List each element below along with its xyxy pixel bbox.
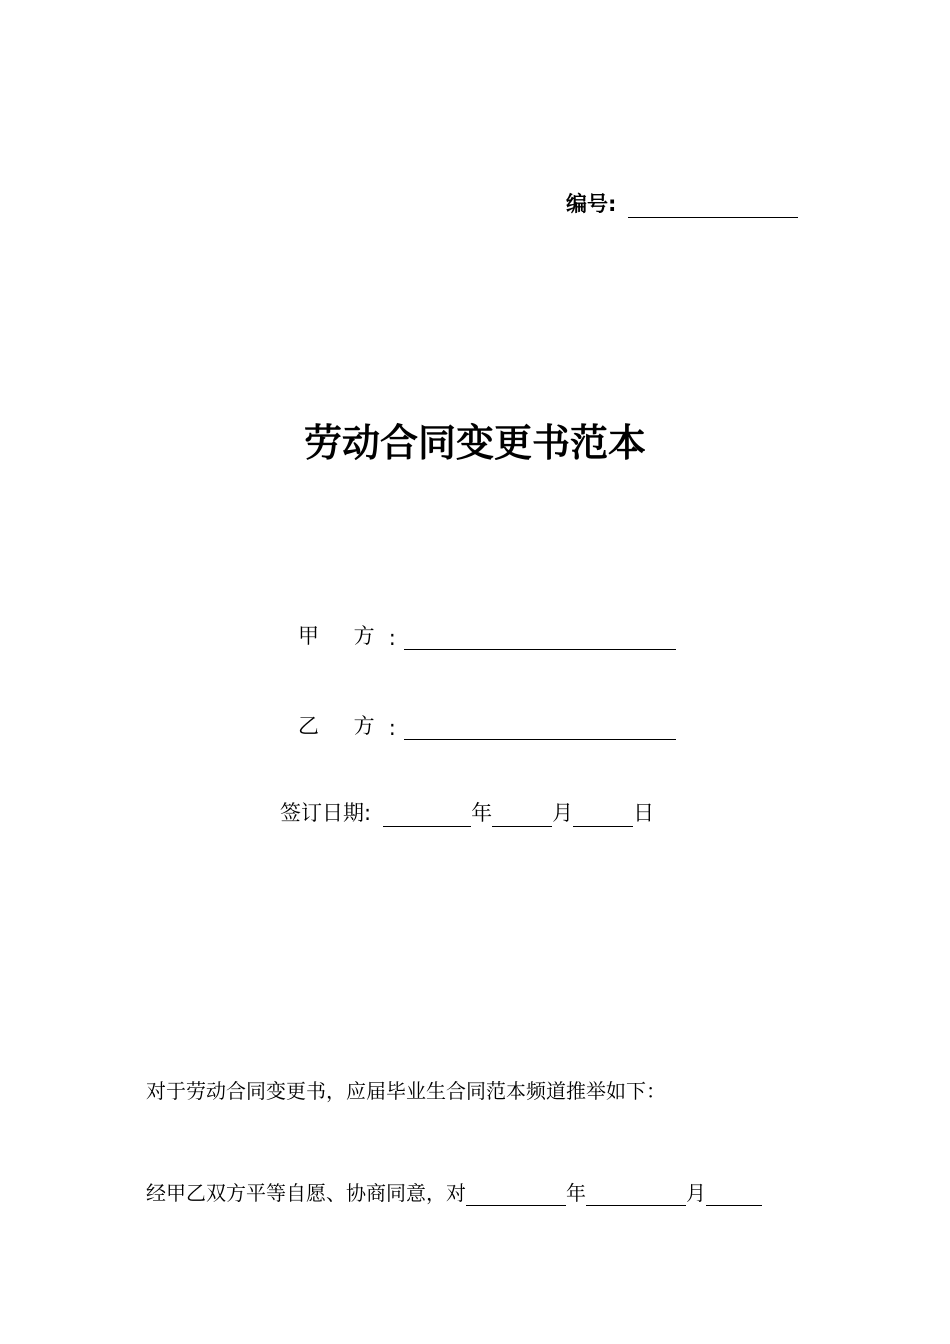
agreement-year-blank (466, 1183, 566, 1206)
party-b-colon: : (388, 716, 396, 740)
signing-day-blank (573, 802, 633, 827)
party-b-field (298, 710, 676, 740)
agreement-paragraph (146, 1177, 762, 1206)
party-b-blank (404, 715, 676, 740)
agreement-text: 经甲乙双方平等自愿、协商同意，对 (146, 1181, 466, 1205)
signing-date-field (280, 797, 654, 827)
document-title: 劳动合同变更书范本 (303, 421, 646, 465)
party-a-blank (404, 625, 676, 650)
agreement-year-label: 年 (566, 1181, 586, 1205)
agreement-month-label: 月 (686, 1181, 706, 1205)
signing-date-label: 签订日期: (280, 801, 372, 825)
party-b-label: 乙 方 (298, 714, 389, 738)
party-a-colon: : (388, 626, 396, 650)
agreement-month-blank (586, 1183, 686, 1206)
agreement-day-blank (706, 1183, 762, 1206)
signing-year-blank (383, 802, 471, 827)
document-number-field (566, 188, 798, 218)
party-a-label: 甲 方 (298, 624, 389, 648)
signing-month-blank (492, 802, 552, 827)
signing-month-label: 月 (552, 801, 574, 825)
document-number-label: 编号: (566, 192, 617, 216)
signing-year-label: 年 (471, 801, 493, 825)
document-number-blank (628, 192, 798, 218)
signing-day-label: 日 (633, 801, 655, 825)
party-a-field (298, 620, 676, 650)
intro-paragraph: 对于劳动合同变更书，应届毕业生合同范本频道推举如下： (146, 1079, 666, 1103)
